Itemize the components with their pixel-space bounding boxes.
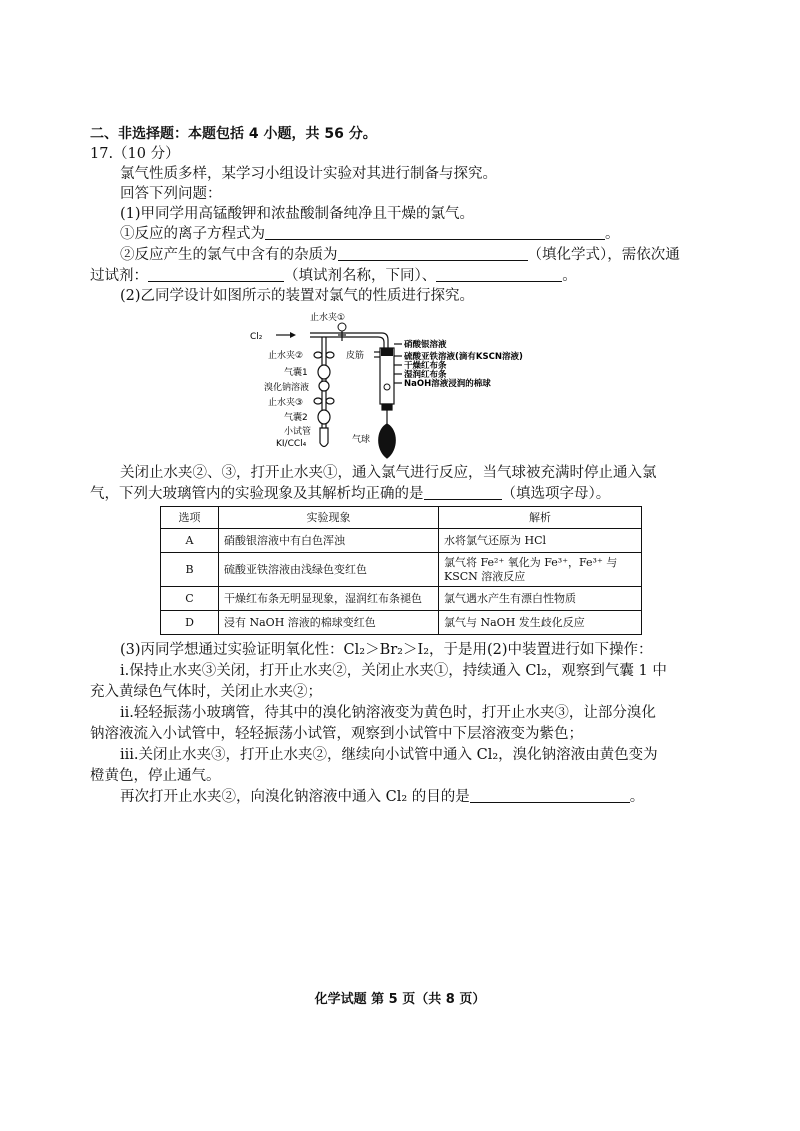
answer-blank-impurities[interactable] — [338, 245, 528, 261]
label-balloon: 气球 — [352, 435, 371, 445]
label-small-tube: 小试管 — [284, 427, 312, 437]
label-wet-strip: 湿润红布条 — [404, 370, 447, 380]
part1-q1 — [120, 224, 620, 244]
part3-step2-line2: 钠溶液流入小试管中，轻轻振荡小试管，观察到小试管中下层溶液变为紫色； — [90, 726, 583, 742]
phenomenon-cell: 干燥红布条无明显现象，湿润红布条褪色 — [219, 587, 439, 611]
phenomenon-cell: 硝酸银溶液中有白色浑浊 — [219, 529, 439, 553]
part3-text: (3)丙同学想通过实验证明氧化性：Cl₂＞Br₂＞I₂，于是用(2)中装置进行如下操作： — [120, 642, 653, 658]
label-kicl4: KI/CCl₄ — [276, 439, 307, 449]
question-number: 17.（10 分） — [90, 146, 180, 162]
answer-blank-reagent-2[interactable] — [436, 266, 562, 282]
part3-final-end: 。 — [629, 789, 645, 805]
answer-blank-purpose[interactable] — [470, 787, 630, 803]
part1-q2-line2-mid: （填试剂名称，下同）、 — [284, 268, 437, 284]
part1-q2-line2-start: 过试剂： — [90, 268, 148, 284]
intro-text: 氯气性质多样，某学习小组设计实验对其进行制备与探究。 — [120, 166, 497, 182]
table-header-row — [161, 507, 642, 529]
part1-q2-line2 — [90, 266, 577, 286]
table-header-phenomenon: 实验现象 — [219, 507, 439, 529]
part2-text: (2)乙同学设计如图所示的装置对氯气的性质进行探究。 — [120, 288, 475, 304]
part1-text: (1)甲同学用高锰酸钾和浓盐酸制备纯净且干燥的氯气。 — [120, 206, 475, 222]
option-cell: A — [161, 529, 219, 553]
analysis-cell: 氯气与 NaOH 发生歧化反应 — [439, 611, 642, 635]
label-cl2: Cl₂ — [250, 332, 263, 342]
part2-question-line2 — [90, 484, 610, 504]
part1-q1-end: 。 — [605, 226, 620, 242]
label-clamp1: 止水夹① — [310, 313, 346, 323]
part2-question-line1: 关闭止水夹②、③，打开止水夹①，通入氯气进行反应，当气球被充满时停止通入氯 — [120, 465, 657, 481]
answer-blank-option[interactable] — [424, 484, 502, 500]
table-row — [161, 553, 642, 587]
option-cell: B — [161, 553, 219, 587]
part1-q1-label: ①反应的离子方程式为 — [120, 226, 265, 242]
label-clamp3: 止水夹③ — [268, 398, 304, 408]
prompt-text: 回答下列问题： — [120, 186, 222, 202]
label-dry-strip: 干燥红布条 — [404, 361, 447, 371]
part2-question-start: 气，下列大玻璃管内的实验现象及其解析均正确的是 — [90, 486, 424, 502]
part3-step3-line1: ⅲ.关闭止水夹③，打开止水夹②，继续向小试管中通入 Cl₂，溴化钠溶液由黄色变为 — [120, 747, 658, 763]
part3-step3-line2: 橙黄色，停止通气。 — [90, 768, 221, 784]
part3-step1-line2: 充入黄绿色气体时，关闭止水夹②； — [90, 684, 322, 700]
table-row — [161, 611, 642, 635]
table-header-analysis: 解析 — [439, 507, 642, 529]
label-nabr: 溴化钠溶液 — [264, 383, 310, 393]
label-rubber: 皮筋 — [346, 351, 365, 361]
label-clamp2: 止水夹② — [268, 351, 304, 361]
label-bag1: 气囊1 — [284, 368, 308, 378]
part3-step1-line1: ⅰ.保持止水夹③关闭，打开止水夹②，关闭止水夹①，持续通入 Cl₂，观察到气囊 1 中 — [120, 663, 667, 679]
option-cell: C — [161, 587, 219, 611]
analysis-cell: 氯气将 Fe²⁺ 氧化为 Fe³⁺，Fe³⁺ 与 KSCN 溶液反应 — [439, 553, 642, 587]
part3-final-label: 再次打开止水夹②，向溴化钠溶液中通入 Cl₂ 的目的是 — [120, 789, 470, 805]
part2-question-end: （填选项字母）。 — [501, 486, 611, 502]
analysis-cell: 氯气遇水产生有漂白性物质 — [439, 587, 642, 611]
answer-blank-reagent-1[interactable] — [148, 266, 284, 282]
analysis-cell: 水将氯气还原为 HCl — [439, 529, 642, 553]
phenomenon-cell: 硫酸亚铁溶液由浅绿色变红色 — [219, 553, 439, 587]
section-title: 二、非选择题：本题包括 4 小题，共 56 分。 — [90, 126, 377, 142]
phenomenon-cell: 浸有 NaOH 溶液的棉球变红色 — [219, 611, 439, 635]
answer-blank-ionic-equation[interactable] — [265, 224, 605, 240]
label-naoh-ball: NaOH溶液浸润的棉球 — [404, 379, 491, 389]
part3-final-question — [120, 787, 644, 807]
part1-q2 — [120, 245, 680, 265]
option-cell: D — [161, 611, 219, 635]
table-row — [161, 587, 642, 611]
label-agno3: 硝酸银溶液 — [404, 340, 447, 350]
part1-q2-mid: （填化学式），需依次通 — [527, 247, 680, 263]
apparatus-diagram — [250, 300, 570, 460]
label-bag2: 气囊2 — [284, 413, 308, 423]
page-footer: 化学试题 第 5 页（共 8 页） — [314, 992, 486, 1007]
table-row — [161, 529, 642, 553]
part1-q2-line2-end: 。 — [562, 268, 577, 284]
options-table — [160, 506, 642, 635]
part1-q2-label: ②反应产生的氯气中含有的杂质为 — [120, 247, 338, 263]
table-header-option: 选项 — [161, 507, 219, 529]
label-feso4: 硫酸亚铁溶液(滴有KSCN溶液) — [404, 352, 523, 362]
part3-step2-line1: ⅱ.轻轻振荡小玻璃管，待其中的溴化钠溶液变为黄色时，打开止水夹③，让部分溴化 — [120, 705, 656, 721]
